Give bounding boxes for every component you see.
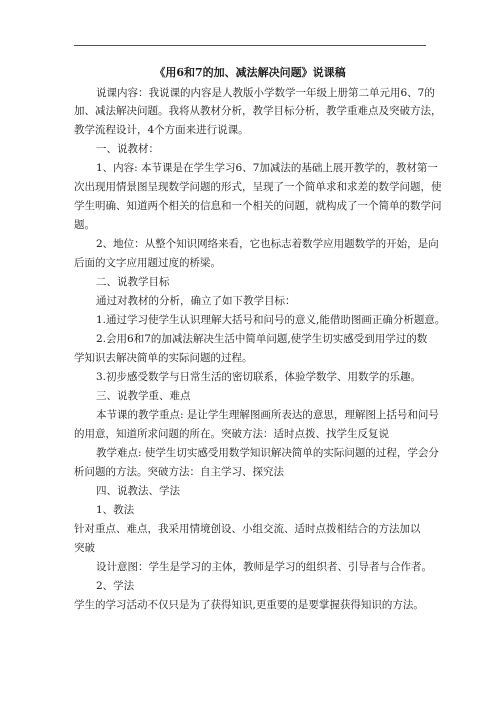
section-heading: 四、说教法、学法 (96, 485, 180, 497)
section-heading: 三、说教学重、难点 (96, 390, 191, 402)
paragraph-line: 的用意，知道所求问题的所在。突破方法：适时点拨、找学生反复说 (74, 428, 389, 440)
paragraph-line: 通过对教材的分析，确立了如下教学目标： (96, 295, 296, 307)
paragraph-line: 教学难点: 使学生切实感受用数学知识解决简单的实际问题的过程，学会分 (96, 447, 439, 459)
paragraph-line: 1、内容: 本节课是在学生学习6、7加减法的基础上展开教学的，教材第一 (96, 162, 438, 174)
section-heading: 一、说教材： (96, 143, 159, 155)
subsection-heading: 2、学法 (96, 580, 135, 592)
paragraph-line: 说课内容：我说课的内容是人教版小学数学一年级上册第二单元用6、7的 (96, 87, 435, 99)
paragraph-line: 学知识去解决简单的实际问题的过程。 (74, 352, 253, 364)
paragraph-line: 本节课的教学重点: 是让学生理解图画所表达的意思，理解图上括号和问号 (96, 409, 439, 421)
paragraph-line: 教学流程设计，4个方面来进行说课。 (74, 124, 249, 136)
paragraph-line: 3.初步感受数学与日常生活的密切联系，体验学数学、用数学的乐趣。 (96, 371, 422, 383)
header-rule (74, 45, 426, 46)
paragraph-line: 析问题的方法。突破方法：自主学习、探究法 (74, 466, 284, 478)
subsection-heading: 1、教法 (96, 504, 135, 516)
document-title: 《用6和7的加、减法解决问题》说课稿 (154, 66, 346, 79)
paragraph-line: 2.会用6和7的加减法解决生活中简单问题,使学生切实感受到用学过的数 (96, 333, 428, 345)
paragraph-line: 题。 (74, 219, 95, 231)
paragraph-line: 加、减法解决问题。我将从教材分析，教学目标分析，教学重难点及突破方法， (74, 105, 442, 117)
section-heading: 二、说教学目标 (96, 276, 170, 288)
paragraph-line: 后面的文字应用题过度的桥梁。 (74, 257, 221, 269)
paragraph-line: 设计意图：学生是学习的主体，教师是学习的组织者、引导者与合作者。 (96, 561, 432, 573)
paragraph-line: 针对重点、难点，我采用情境创设、小组交流、适时点拨相结合的方法加以 (74, 523, 421, 535)
paragraph-line: 学生的学习活动不仅只是为了获得知识,更重要的是要掌握获得知识的方法。 (74, 599, 424, 611)
paragraph-line: 突破 (74, 542, 95, 554)
paragraph-line: 学生明确、知道两个相关的信息和一个相关的问题，就构成了一个简单的数学问 (74, 200, 442, 212)
paragraph-line: 1.通过学习使学生认识理解大括号和问号的意义,能借助图画正确分析题意。 (96, 314, 446, 326)
paragraph-line: 次出现用情景图呈现数学问题的形式，呈现了一个简单求和求差的数学问题，使 (74, 181, 442, 193)
paragraph-line: 2、地位：从整个知识网络来看，它也标志着数学应用题数学的开始，是向 (96, 238, 439, 250)
